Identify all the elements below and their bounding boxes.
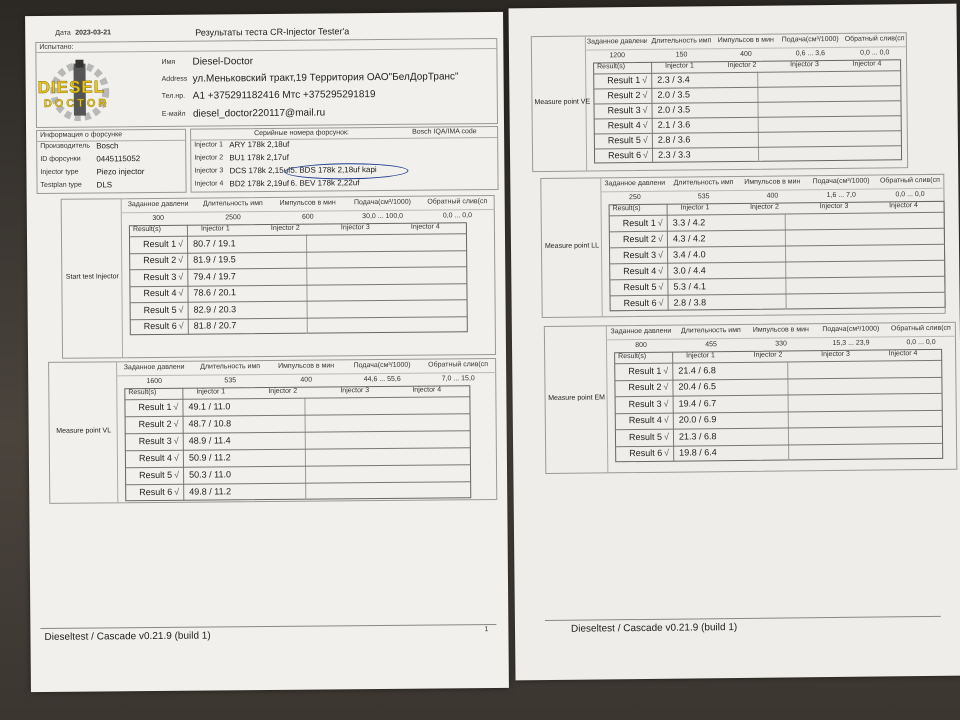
param-value: 400 — [300, 376, 313, 384]
result-header: Injector 1 — [196, 388, 226, 396]
check-icon: √ — [173, 401, 179, 412]
result-label: Result 6 — [629, 448, 663, 459]
param-value: 0,6 ... 3,6 — [795, 50, 825, 58]
result-value: 21.4 / 6.8 — [678, 364, 716, 376]
param-header: Подача(см³/1000) — [822, 325, 880, 334]
param-header: Импульсов в мин — [717, 36, 774, 45]
result-label: Result 4 — [143, 288, 177, 299]
result-label: Result 3 — [628, 398, 662, 409]
result-value: 50.9 / 11.2 — [188, 452, 231, 463]
check-icon: √ — [658, 281, 664, 292]
check-icon: √ — [178, 238, 184, 249]
param-value: 2500 — [225, 214, 241, 222]
param-header: Обратный слив(сп — [844, 35, 905, 43]
param-header: Заданное давлени — [610, 327, 672, 336]
result-value: 48.7 / 10.8 — [188, 418, 232, 429]
info-value: DLS — [96, 180, 113, 190]
result-label: Result 6 — [607, 149, 642, 161]
table-row — [130, 316, 468, 335]
measure-section — [544, 322, 958, 474]
param-value: 0,0 ... 0,0 — [442, 212, 473, 220]
result-value: 2.0 / 3.5 — [657, 104, 691, 115]
report-date: 2023-03-21 — [75, 29, 112, 37]
serial-label: Injector 2 — [194, 154, 224, 162]
param-header: Длительность имп — [202, 200, 263, 208]
param-value: 15,3 ... 23,9 — [832, 339, 870, 347]
footer-software: Dieseltest / Cascade v0.21.9 (build 1) — [44, 630, 211, 643]
info-label: ID форсунки — [40, 155, 81, 163]
param-value: 1,6 ... 7,0 — [826, 191, 856, 200]
param-header: Длительность имп — [651, 37, 712, 45]
check-icon: √ — [658, 297, 664, 308]
result-header: Injector 1 — [200, 225, 230, 233]
param-value: 455 — [705, 341, 717, 349]
param-header: Длительность имп — [680, 326, 741, 335]
section-name: Measure point LL — [544, 242, 600, 250]
result-label: Result 5 — [139, 469, 173, 481]
info-label: Testplan type — [40, 181, 82, 189]
result-label: Result 5 — [623, 281, 657, 292]
result-value: 2.3 / 3.4 — [657, 74, 690, 85]
result-label: Result 4 — [607, 119, 641, 131]
serial-label: Injector 1 — [194, 141, 224, 149]
check-icon: √ — [178, 304, 184, 315]
result-label: Result 1 — [143, 238, 177, 249]
check-icon: √ — [664, 447, 670, 459]
check-icon: √ — [663, 381, 669, 393]
result-label: Result 3 — [623, 249, 657, 260]
param-value: 400 — [766, 192, 779, 200]
result-header: Result(s) — [612, 204, 641, 213]
result-value: 81.9 / 19.5 — [193, 254, 236, 265]
param-header: Подача(см³/1000) — [781, 35, 839, 44]
param-value: 535 — [224, 377, 237, 385]
check-icon: √ — [642, 104, 648, 115]
info-value: Piezo injector — [96, 167, 145, 177]
result-label: Result 1 — [138, 401, 172, 413]
check-icon: √ — [174, 486, 180, 497]
param-header: Подача(см³/1000) — [353, 198, 411, 207]
param-value: 600 — [301, 213, 314, 221]
result-label: Result 3 — [607, 104, 641, 116]
result-header: Injector 4 — [412, 386, 442, 394]
serial-value: BD2 178k 2,19uf — [229, 178, 290, 189]
param-value: 535 — [697, 193, 710, 201]
section-name: Measure point VL — [56, 427, 112, 435]
check-icon: √ — [663, 398, 669, 409]
check-icon: √ — [663, 431, 669, 442]
info-value: 0445115052 — [96, 154, 141, 164]
serial-value: BU1 178k 2,17uf — [229, 152, 289, 163]
page-number: 1 — [484, 626, 489, 634]
result-label: Result 2 — [607, 89, 641, 101]
param-header: Заданное давлени — [123, 363, 185, 372]
info-label: Injector type — [40, 168, 79, 176]
email-label: E-майл — [161, 110, 186, 118]
result-value: 50.3 / 11.0 — [189, 469, 231, 480]
date-label: Дата — [55, 29, 71, 37]
address-value: ул.Меньковский тракт,19 Территория ОАО"БелДорТранс" — [192, 71, 459, 85]
logo-text-bottom: DOCTOR — [43, 97, 110, 110]
param-header: Длительность имп — [673, 179, 734, 187]
check-icon: √ — [642, 119, 648, 130]
serial-label: Injector 3 — [194, 167, 224, 175]
result-value: 49.1 / 11.0 — [188, 401, 231, 412]
result-value: 80.7 / 19.1 — [193, 238, 236, 249]
check-icon: √ — [657, 217, 663, 228]
result-label: Result 1 — [607, 74, 641, 86]
result-value: 20.4 / 6.5 — [678, 381, 717, 392]
result-value: 21.3 / 6.8 — [678, 430, 717, 442]
info-label: Производитель — [40, 142, 91, 150]
measure-section — [531, 32, 908, 172]
result-value: 79.4 / 19.7 — [193, 271, 236, 282]
param-value: 7,0 ... 15,0 — [441, 375, 475, 383]
report-page-left — [25, 12, 509, 692]
check-icon: √ — [178, 271, 184, 282]
param-value: 0,0 ... 0,0 — [895, 191, 925, 199]
result-header: Injector 4 — [852, 60, 882, 68]
result-header: Injector 2 — [727, 61, 757, 70]
param-header: Обратный слив(сп — [890, 324, 951, 333]
check-icon: √ — [173, 435, 179, 446]
param-header: Импульсов в мин — [279, 199, 336, 207]
check-icon: √ — [657, 233, 663, 244]
result-label: Result 5 — [143, 304, 177, 315]
param-header: Заданное давлени — [586, 37, 648, 46]
result-value: 3.0 / 4.4 — [673, 264, 706, 276]
result-value: 48.9 / 11.4 — [188, 435, 231, 446]
check-icon: √ — [658, 249, 664, 260]
check-icon: √ — [178, 254, 184, 266]
param-header: Импульсов в мин — [278, 362, 335, 370]
result-value: 3.3 / 4.2 — [672, 216, 706, 228]
check-icon: √ — [178, 287, 184, 299]
section-name: Measure point VE — [534, 98, 591, 107]
result-label: Result 1 — [628, 365, 662, 376]
param-header: Длительность имп — [200, 363, 261, 371]
result-label: Result 6 — [623, 297, 657, 308]
result-value: 19.4 / 6.7 — [678, 397, 717, 409]
table-row — [594, 145, 902, 163]
param-header: Заданное давлени — [127, 200, 189, 209]
param-value: 400 — [740, 50, 752, 58]
info-value: Bosch — [96, 141, 119, 151]
result-value: 78.6 / 20.1 — [193, 287, 237, 298]
result-value: 20.0 / 6.9 — [678, 414, 717, 425]
param-header: Подача(см³/1000) — [812, 177, 870, 186]
report-title: Результаты теста CR-Injector Tester'a — [195, 26, 350, 38]
result-header: Injector 1 — [686, 352, 715, 360]
result-header: Injector 2 — [753, 351, 783, 359]
param-header: Обратный слив(сп — [879, 176, 940, 185]
param-value: 0,0 ... 0,0 — [860, 49, 890, 57]
result-label: Result 3 — [138, 435, 172, 447]
check-icon: √ — [174, 469, 180, 480]
section-name: Start test Injector — [65, 273, 119, 281]
report-page-right — [508, 4, 960, 681]
result-value: 2.0 / 3.5 — [657, 89, 690, 100]
check-icon: √ — [642, 89, 648, 100]
result-header: Injector 4 — [889, 202, 918, 210]
result-value: 2.1 / 3.6 — [657, 119, 691, 130]
measure-section — [48, 358, 497, 504]
phone-label: Тел.нр. — [161, 92, 186, 100]
result-label: Result 2 — [628, 382, 662, 393]
param-header: Обратный слив(сп — [428, 361, 489, 369]
param-value: 800 — [635, 341, 647, 350]
result-label: Result 5 — [607, 134, 641, 146]
result-value: 2.8 / 3.8 — [673, 296, 707, 308]
email-value: diesel_doctor220117@mail.ru — [192, 107, 326, 120]
check-icon: √ — [663, 365, 669, 376]
check-icon: √ — [642, 149, 649, 160]
result-header: Injector 3 — [819, 202, 849, 211]
result-header: Result(s) — [597, 63, 626, 71]
param-value: 300 — [152, 214, 165, 222]
param-header: Импульсов в мин — [744, 178, 801, 186]
name-value: Diesel-Doctor — [192, 56, 254, 68]
result-label: Result 2 — [622, 233, 656, 244]
serial-value: DCS 178k 2,15uf — [229, 165, 291, 176]
result-label: Result 5 — [628, 431, 663, 442]
check-icon: √ — [658, 265, 664, 276]
measure-section — [61, 195, 496, 359]
param-value: 0,0 ... 0,0 — [906, 338, 936, 347]
param-value: 330 — [775, 340, 787, 348]
result-header: Injector 3 — [340, 387, 370, 395]
check-icon: √ — [173, 418, 179, 429]
result-header: Injector 2 — [268, 387, 298, 395]
result-header: Injector 1 — [665, 62, 694, 70]
phone-value: A1 +375291182416 Мтс +375295291819 — [192, 89, 376, 102]
param-value: 150 — [675, 51, 688, 59]
result-label: Result 6 — [143, 321, 177, 332]
check-icon: √ — [642, 74, 648, 85]
diesel-doctor-logo — [35, 59, 124, 124]
result-label: Result 4 — [623, 265, 657, 276]
result-header: Injector 4 — [410, 223, 440, 231]
result-value: 81.8 / 20.7 — [193, 320, 237, 331]
section-name: Measure point EM — [548, 394, 606, 402]
measure-section — [540, 174, 945, 318]
result-label: Result 6 — [139, 486, 173, 498]
tested-label: Испытано: — [39, 43, 74, 51]
result-value: 5.3 / 4.1 — [673, 280, 706, 292]
qa-code-title: Bosch IQA/IMA code — [412, 128, 477, 136]
param-header: Подача(см³/1000) — [353, 361, 411, 370]
serial-extra-value: 5. BDS 178k 2,18uf kapi — [290, 165, 377, 175]
serial-label: Injector 4 — [194, 180, 224, 188]
result-value: 49.8 / 11.2 — [189, 486, 232, 497]
serial-value: ARY 178k 2,18uf — [229, 139, 290, 150]
result-header: Injector 3 — [340, 224, 370, 232]
result-header: Injector 2 — [750, 203, 779, 211]
result-value: 2.3 / 3.3 — [657, 149, 691, 160]
check-icon: √ — [173, 452, 179, 463]
result-label: Result 2 — [138, 418, 172, 430]
check-icon: √ — [178, 320, 184, 332]
result-label: Result 4 — [628, 415, 662, 426]
result-header: Result(s) — [128, 388, 157, 397]
table-row — [125, 481, 471, 501]
footer-software-right: Dieseltest / Cascade v0.21.9 (build 1) — [570, 622, 738, 635]
param-value: 44,6 ... 55,6 — [363, 375, 401, 384]
result-header: Injector 1 — [680, 204, 710, 212]
param-value: 1200 — [609, 52, 626, 60]
param-header: Импульсов в мин — [752, 326, 809, 334]
injector-info-title: Информация о форсунке — [40, 131, 123, 139]
result-value: 82.9 / 20.3 — [193, 304, 237, 315]
param-header: Обратный слив(сп — [427, 198, 488, 206]
result-value: 3.4 / 4.0 — [673, 248, 706, 260]
result-value: 19.8 / 6.4 — [679, 447, 717, 458]
result-header: Injector 4 — [888, 350, 918, 358]
result-header: Result(s) — [132, 225, 161, 234]
result-header: Injector 3 — [821, 350, 850, 359]
param-value: 1600 — [146, 377, 163, 386]
result-label: Result 2 — [143, 255, 177, 266]
serial-extra-value: 6. BEV 178k 2,22uf — [290, 178, 360, 188]
param-value: 250 — [628, 193, 641, 202]
param-header: Заданное давлени — [604, 179, 666, 188]
table-row — [615, 442, 943, 462]
logo-text-top: DIESEL — [37, 77, 106, 97]
result-label: Result 3 — [143, 271, 177, 282]
result-header: Injector 2 — [270, 224, 300, 232]
result-header: Injector 3 — [790, 61, 819, 69]
serials-title: Серийные номера форсунок: — [254, 129, 350, 138]
name-label: Имя — [161, 58, 176, 66]
result-label: Result 1 — [622, 217, 656, 228]
check-icon: √ — [663, 414, 669, 426]
result-value: 4.3 / 4.2 — [672, 232, 706, 244]
result-value: 2.8 / 3.6 — [657, 134, 691, 145]
check-icon: √ — [642, 134, 648, 145]
address-label: Address — [161, 75, 188, 83]
param-value: 30,0 ... 100,0 — [362, 212, 404, 221]
result-label: Result 4 — [138, 452, 172, 464]
result-header: Result(s) — [618, 352, 647, 361]
